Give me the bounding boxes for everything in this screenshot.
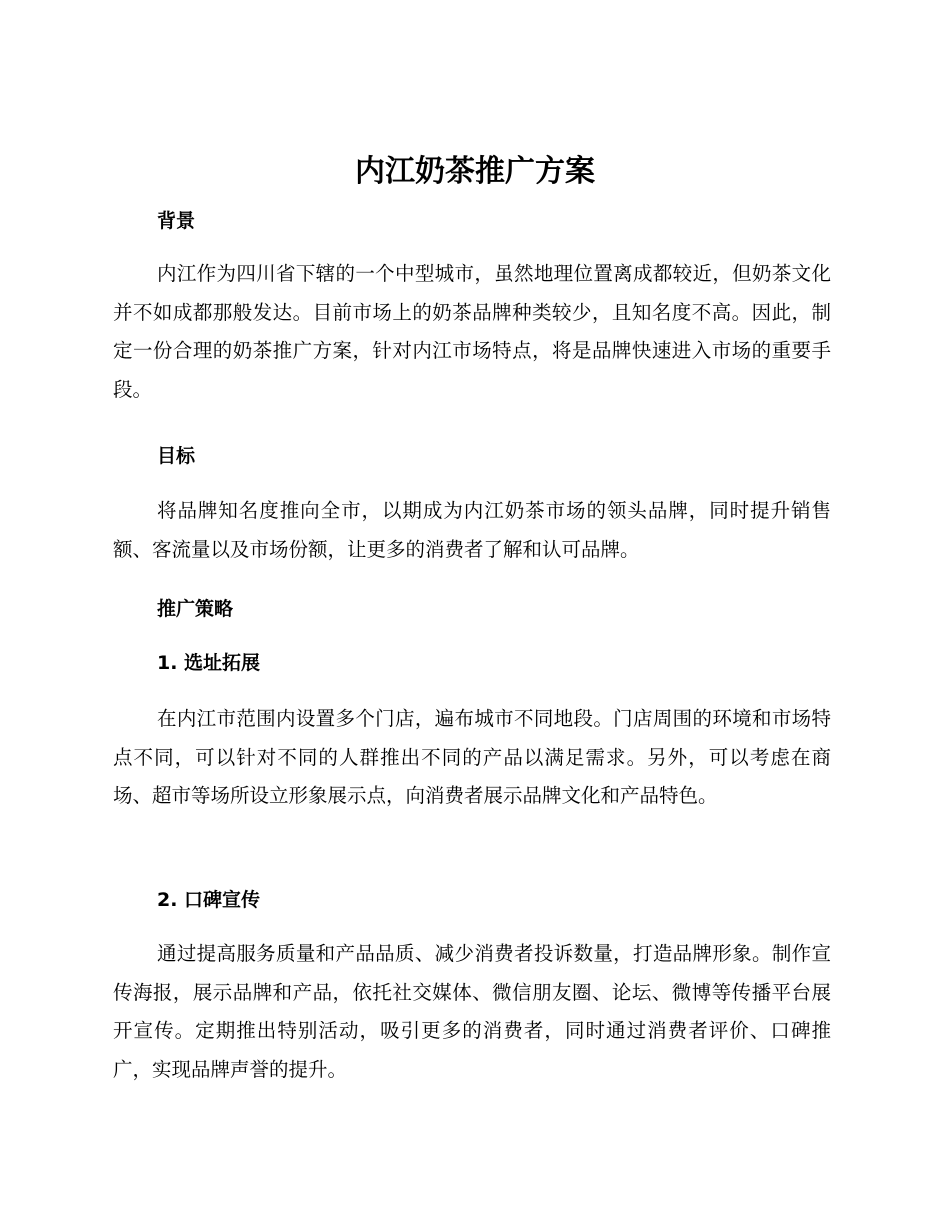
document-title: 内江奶茶推广方案 (355, 154, 595, 189)
section-paragraph-background: 内江作为四川省下辖的一个中型城市，虽然地理位置离成都较近，但奶茶文化并不如成都那般发达。目前市场上的奶茶品牌种类较少，且知名度不高。因此，制定一份合理的奶茶推广方案，针对内江市场特点，将是品牌快速进入市场的重要手段。 (113, 262, 831, 401)
section-paragraph-site-expansion: 在内江市范围内设置多个门店，遍布城市不同地段。门店周围的环境和市场特点不同，可以针对不同的人群推出不同的产品以满足需求。另外，可以考虑在商场、超市等场所设立形象展示点，向消费者展示品牌文化和产品特色。 (113, 707, 831, 807)
section-heading-background: 背景 (157, 210, 196, 232)
section-paragraph-word-of-mouth: 通过提高服务质量和产品品质、减少消费者投诉数量，打造品牌形象。制作宣传海报，展示品牌和产品，依托社交媒体、微信朋友圈、论坛、微博等传播平台展开宣传。定期推出特别活动，吸引更多的消费者，同时通过消费者评价、口碑推广，实现品牌声誉的提升。 (113, 942, 831, 1081)
section-heading-goal: 目标 (157, 445, 196, 467)
section-paragraph-goal: 将品牌知名度推向全市，以期成为内江奶茶市场的领头品牌，同时提升销售额、客流量以及市场份额，让更多的消费者了解和认可品牌。 (113, 499, 831, 561)
section-heading-strategy: 推广策略 (157, 598, 234, 620)
section-heading-site-expansion: 1. 选址拓展 (157, 652, 261, 674)
section-heading-word-of-mouth: 2. 口碑宣传 (157, 889, 261, 911)
